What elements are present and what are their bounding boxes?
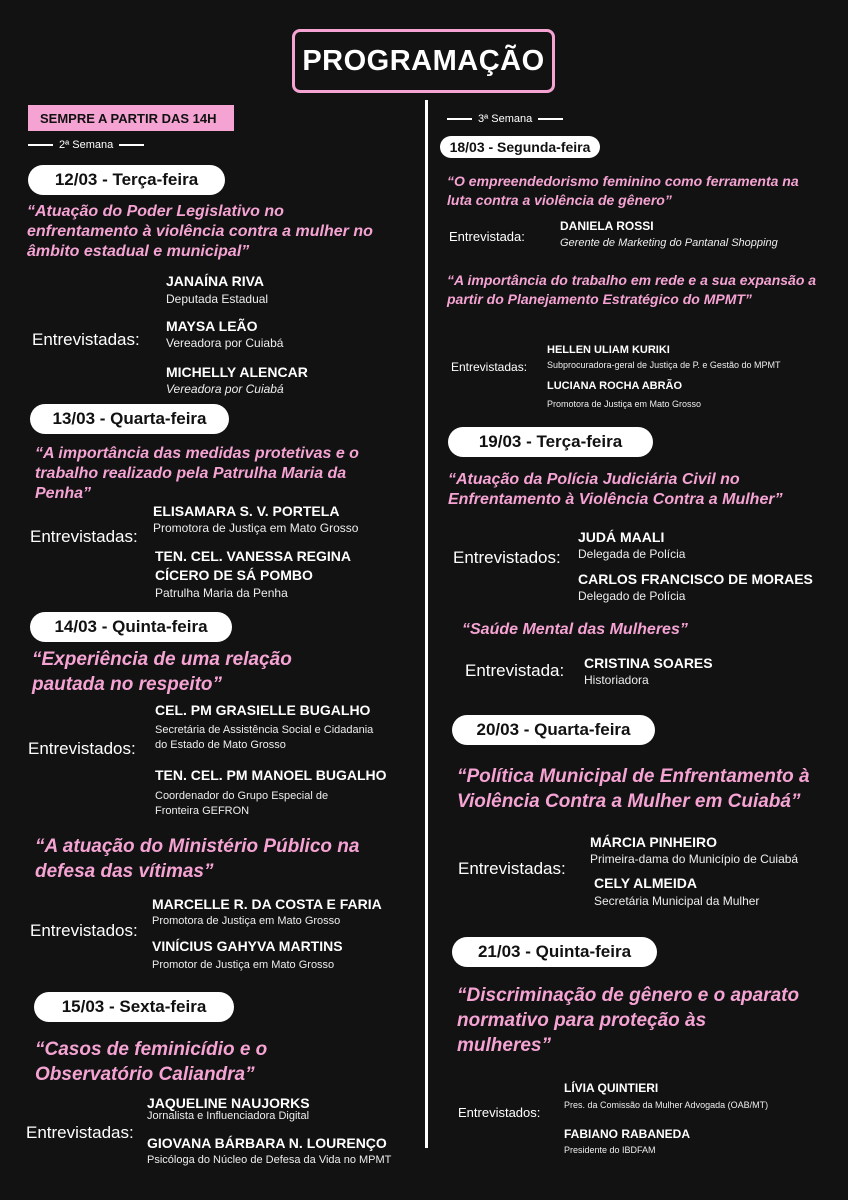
person-role: Jornalista e Influenciadora Digital <box>147 1110 310 1122</box>
interviewees-label: Entrevistadas: <box>451 360 528 374</box>
person-role: Gerente de Marketing do Pantanal Shopping <box>560 237 778 249</box>
person-role: Historiadora <box>584 673 649 687</box>
person-name: HELLEN ULIAM KURIKI <box>547 344 670 356</box>
date-pill: 20/03 - Quarta-feira <box>452 715 655 745</box>
person-name: MICHELLY ALENCAR <box>166 364 308 380</box>
person-role: Vereadora por Cuiabá <box>166 336 284 350</box>
person-name: JANAÍNA RIVA <box>166 273 265 289</box>
person-name: MÁRCIA PINHEIRO <box>590 834 718 850</box>
topic-text: “Saúde Mental das Mulheres” <box>462 621 688 638</box>
interviewees-label: Entrevistados: <box>30 921 138 940</box>
date-pill: 19/03 - Terça-feira <box>448 427 653 457</box>
topic-text: “Casos de feminicídio e o Observatório Caliandra” <box>35 1039 268 1085</box>
person-role: Pres. da Comissão da Mulher Advogada (OAB/MT) <box>564 1100 769 1110</box>
person-name: ELISAMARA S. V. PORTELA <box>153 503 340 519</box>
person-role: Secretária de Assistência Social e Cidadania do Estado de Mato Grosso <box>155 724 374 751</box>
interviewees-label: Entrevistados: <box>28 739 136 758</box>
date-pill: 15/03 - Sexta-feira <box>34 992 234 1022</box>
person-name: DANIELA ROSSI <box>560 219 654 233</box>
interviewee-label: Entrevistada: <box>449 229 525 244</box>
topic-text: “A importância do trabalho em rede e a sua expansão a partir do Planejamento Estratégico do MPMT” <box>447 272 817 307</box>
date-pill: 12/03 - Terça-feira <box>28 165 225 195</box>
person-name: FABIANO RABANEDA <box>564 1127 690 1141</box>
person-role: Promotora de Justiça em Mato Grosso <box>547 399 702 409</box>
interviewees-label: Entrevistados: <box>453 548 561 567</box>
person-role: Promotor de Justiça em Mato Grosso <box>152 959 335 971</box>
person-name: LÍVIA QUINTIERI <box>564 1081 659 1095</box>
person-name: TEN. CEL. PM MANOEL BUGALHO <box>155 767 387 783</box>
topic-text: “Experiência de uma relação pautada no respeito” <box>32 649 292 695</box>
person-name: CARLOS FRANCISCO DE MORAES <box>578 571 813 587</box>
person-role: Patrulha Maria da Penha <box>155 586 288 600</box>
topic-text: “Política Municipal de Enfrentamento à Violência Contra a Mulher em Cuiabá” <box>457 766 810 812</box>
person-name: JAQUELINE NAUJORKS <box>147 1095 310 1111</box>
week-text: 2ª Semana <box>59 139 114 151</box>
time-badge: SEMPRE A PARTIR DAS 14H <box>28 105 234 131</box>
interviewees-label: Entrevistadas: <box>458 859 566 878</box>
page-title: PROGRAMAÇÃO <box>292 29 555 93</box>
person-name: TEN. CEL. VANESSA REGINA CÍCERO DE SÁ POMBO <box>155 548 351 583</box>
person-role: Coordenador do Grupo Especial de Fronteira GEFRON <box>155 790 329 817</box>
interviewees-label: Entrevistados: <box>458 1105 541 1120</box>
date-pill: 14/03 - Quinta-feira <box>30 612 232 642</box>
person-name: VINÍCIUS GAHYVA MARTINS <box>152 938 343 954</box>
person-role: Delegado de Polícia <box>578 589 686 603</box>
date-pill: 21/03 - Quinta-feira <box>452 937 657 967</box>
date-pill: 13/03 - Quarta-feira <box>30 404 229 434</box>
person-role: Promotora de Justiça em Mato Grosso <box>153 521 359 535</box>
person-name: MAYSA LEÃO <box>166 318 258 334</box>
week-label <box>28 139 144 151</box>
person-name: MARCELLE R. DA COSTA E FARIA <box>152 896 382 912</box>
person-role: Psicóloga do Núcleo de Defesa da Vida no MPMT <box>147 1154 392 1166</box>
person-name: GIOVANA BÁRBARA N. LOURENÇO <box>147 1135 387 1151</box>
person-name: CEL. PM GRASIELLE BUGALHO <box>155 702 371 718</box>
topic-text: “Atuação da Polícia Judiciária Civil no Enfrentamento à Violência Contra a Mulher” <box>448 471 783 508</box>
person-name: CELY ALMEIDA <box>594 875 697 891</box>
week-text: 3ª Semana <box>478 113 533 125</box>
person-name: LUCIANA ROCHA ABRÃO <box>547 380 683 392</box>
person-role: Vereadora por Cuiabá <box>166 382 284 396</box>
topic-text: “A atuação do Ministério Público na defesa das vítimas” <box>35 836 360 882</box>
date-pill: 18/03 - Segunda-feira <box>440 136 600 158</box>
topic-text: “O empreendedorismo feminino como ferramenta na luta contra a violência de gênero” <box>447 173 799 208</box>
interviewees-label: Entrevistadas: <box>26 1123 134 1142</box>
person-role: Presidente do IBDFAM <box>564 1145 656 1155</box>
person-name: JUDÁ MAALI <box>578 529 665 545</box>
topic-text: “Atuação do Poder Legislativo no enfrentamento à violência contra a mulher no âmbito estadual e municipal” <box>27 203 373 260</box>
person-name: CRISTINA SOARES <box>584 655 713 671</box>
person-role: Primeira-dama do Município de Cuiabá <box>590 852 799 866</box>
interviewees-label: Entrevistadas: <box>30 527 138 546</box>
topic-text: “A importância das medidas protetivas e o trabalho realizado pela Patrulha Maria da Penha” <box>35 445 359 502</box>
interviewee-label: Entrevistada: <box>465 661 565 680</box>
person-role: Delegada de Polícia <box>578 547 686 561</box>
person-role: Subprocuradora-geral de Justiça de P. e Gestão do MPMT <box>547 360 781 370</box>
person-role: Deputada Estadual <box>166 292 269 306</box>
person-role: Promotora de Justiça em Mato Grosso <box>152 915 341 927</box>
column-divider <box>425 100 428 1148</box>
interviewees-label: Entrevistadas: <box>32 330 140 349</box>
person-role: Secretária Municipal da Mulher <box>594 894 760 908</box>
topic-text: “Discriminação de gênero e o aparato normativo para proteção às mulheres” <box>457 985 800 1056</box>
week-label <box>447 113 563 125</box>
